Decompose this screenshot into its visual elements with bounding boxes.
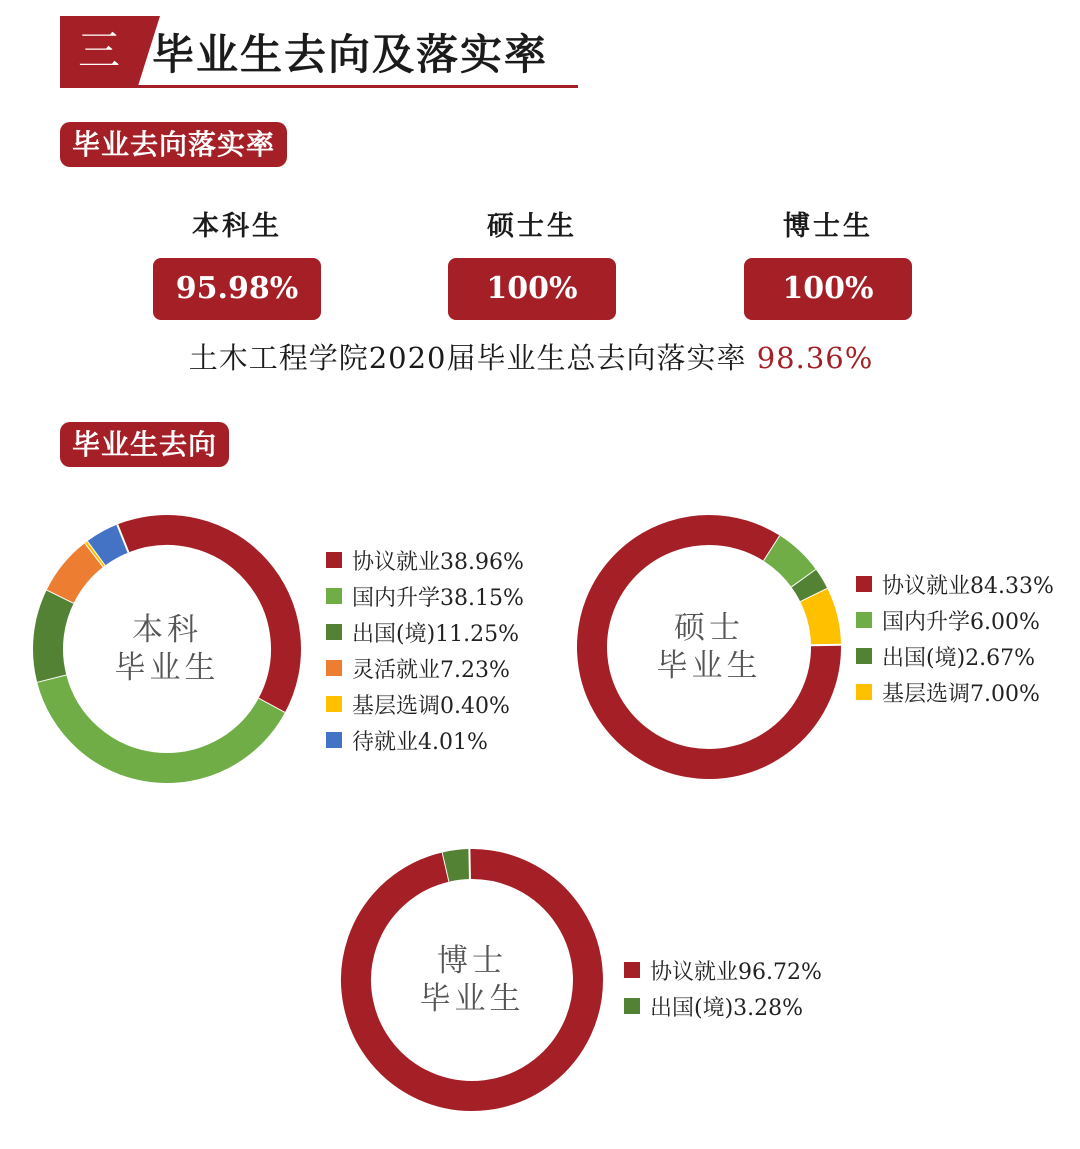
legend-master xyxy=(856,566,1054,710)
legend-item xyxy=(856,566,1054,602)
legend-label: 出国(境)3.28% xyxy=(650,995,804,1021)
section-number: 三 xyxy=(60,16,138,86)
rate-card-undergrad xyxy=(153,208,321,320)
legend-swatch xyxy=(856,576,872,592)
legend-undergrad xyxy=(326,542,524,758)
legend-item xyxy=(326,614,524,650)
total-rate-value: 98.36% xyxy=(756,341,874,375)
legend-item xyxy=(856,674,1054,710)
legend-item xyxy=(326,650,524,686)
legend-label: 协议就业96.72% xyxy=(650,959,822,985)
legend-swatch xyxy=(856,648,872,664)
legend-item xyxy=(326,578,524,614)
rate-label: 硕士生 xyxy=(487,211,577,242)
legend-swatch xyxy=(856,612,872,628)
donut-center-line: 毕业生 xyxy=(656,648,762,684)
rate-value: 100% xyxy=(448,258,616,320)
legend-label: 出国(境)11.25% xyxy=(352,621,520,647)
legend-swatch xyxy=(624,962,640,978)
legend-swatch xyxy=(624,998,640,1014)
donut-center-line: 毕业生 xyxy=(419,981,525,1017)
legend-item xyxy=(326,686,524,722)
donut-chart-undergrad xyxy=(32,514,302,784)
section-underline xyxy=(60,85,578,88)
total-rate-text: 土木工程学院2020届毕业生总去向落实率 xyxy=(188,341,747,375)
rate-section-title: 毕业去向落实率 xyxy=(60,122,287,167)
legend-item xyxy=(856,602,1054,638)
legend-swatch xyxy=(326,696,342,712)
section-title: 毕业生去向及落实率 xyxy=(152,30,549,79)
legend-item xyxy=(856,638,1054,674)
rate-card-doctor xyxy=(744,208,912,320)
legend-label: 基层选调7.00% xyxy=(882,681,1040,707)
rate-value: 95.98% xyxy=(153,258,321,320)
donut-center-label xyxy=(576,514,842,780)
donut-center-line: 本科 xyxy=(132,612,202,648)
legend-doctor xyxy=(624,952,822,1024)
legend-item xyxy=(326,542,524,578)
legend-label: 出国(境)2.67% xyxy=(882,645,1036,671)
legend-label: 协议就业84.33% xyxy=(882,573,1054,599)
rate-card-master xyxy=(448,208,616,320)
rate-label: 博士生 xyxy=(783,211,873,242)
legend-swatch xyxy=(326,624,342,640)
legend-label: 国内升学6.00% xyxy=(882,609,1040,635)
rate-value: 100% xyxy=(744,258,912,320)
legend-label: 协议就业38.96% xyxy=(352,549,524,575)
legend-swatch xyxy=(326,660,342,676)
donut-center-line: 硕士 xyxy=(674,610,744,646)
legend-item xyxy=(326,722,524,758)
destination-section-title: 毕业生去向 xyxy=(60,422,229,467)
donut-center-line: 毕业生 xyxy=(114,650,220,686)
legend-swatch xyxy=(326,732,342,748)
donut-center-label xyxy=(32,514,302,784)
legend-swatch xyxy=(326,588,342,604)
legend-label: 灵活就业7.23% xyxy=(352,657,510,683)
legend-label: 基层选调0.40% xyxy=(352,693,510,719)
legend-label: 国内升学38.15% xyxy=(352,585,524,611)
rate-label: 本科生 xyxy=(192,211,282,242)
section-header xyxy=(60,16,578,88)
total-rate-line xyxy=(0,336,1062,377)
donut-chart-doctor xyxy=(340,848,604,1112)
legend-item xyxy=(624,952,822,988)
legend-item xyxy=(624,988,822,1024)
legend-swatch xyxy=(326,552,342,568)
legend-swatch xyxy=(856,684,872,700)
donut-chart-master xyxy=(576,514,842,780)
donut-center-label xyxy=(340,848,604,1112)
donut-center-line: 博士 xyxy=(437,943,507,979)
legend-label: 待就业4.01% xyxy=(352,729,488,755)
